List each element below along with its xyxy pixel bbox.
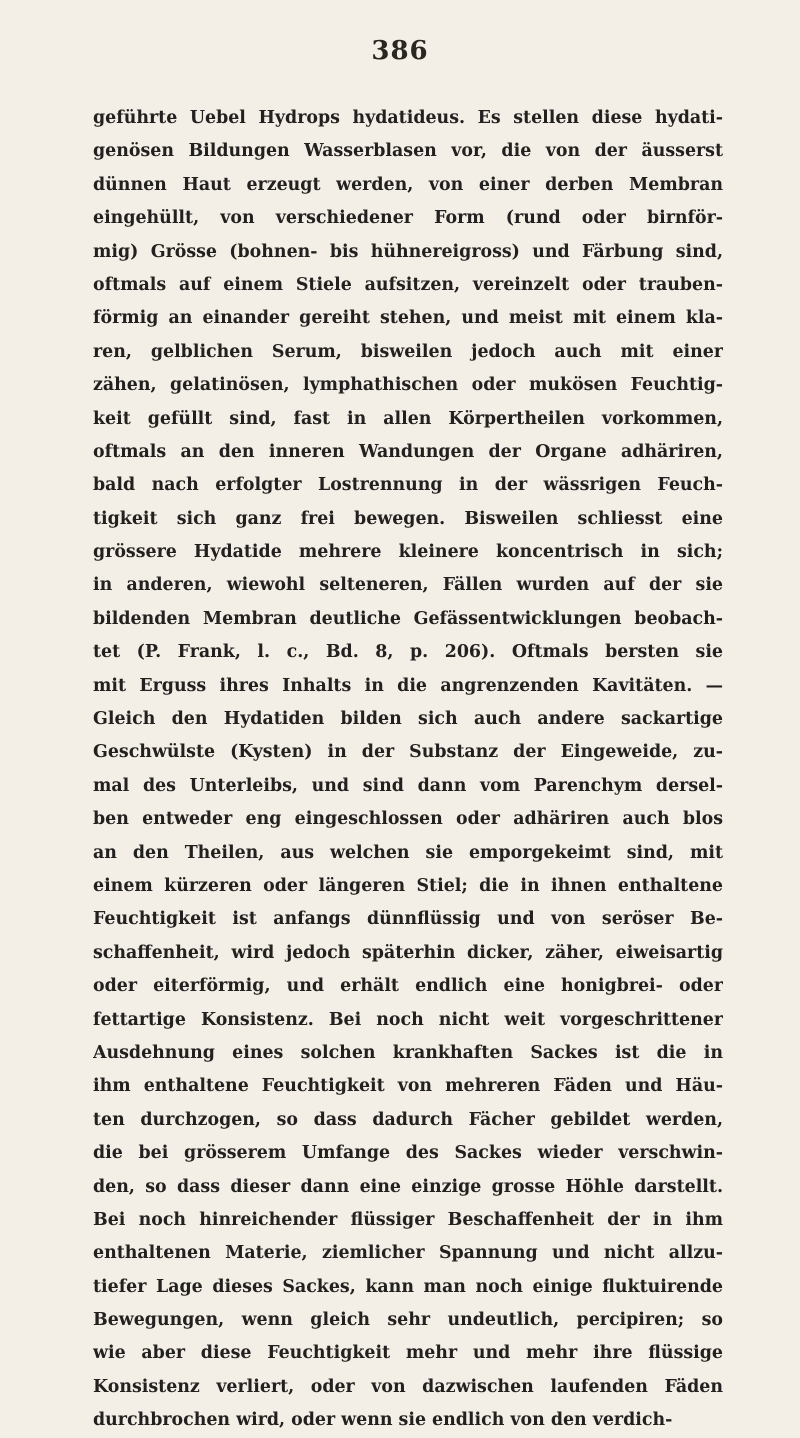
text-line: oftmals an den inneren Wandungen der Organe adhäriren, bbox=[93, 441, 723, 462]
text-line: in anderen, wiewohl selteneren, Fällen wurden auf der sie bbox=[93, 575, 723, 596]
text-line: Ausdehnung eines solchen krankhaften Sackes ist die in bbox=[93, 1042, 723, 1063]
text-line: Bewegungen, wenn gleich sehr undeutlich, percipiren; so bbox=[93, 1310, 723, 1331]
text-line: dünnen Haut erzeugt werden, von einer derben Membran bbox=[93, 174, 723, 195]
text-line: eingehüllt, von verschiedener Form (rund oder birnför- bbox=[93, 208, 723, 229]
text-line: zähen, gelatinösen, lymphathischen oder mukösen Feuchtig- bbox=[93, 375, 723, 396]
text-line: fettartige Konsistenz. Bei noch nicht weit vorgeschrittener bbox=[93, 1009, 723, 1030]
text-line: genösen Bildungen Wasserblasen vor, die von der äusserst bbox=[93, 141, 723, 162]
text-line: enthaltenen Materie, ziemlicher Spannung und nicht allzu- bbox=[93, 1243, 723, 1264]
text-line: schaffenheit, wird jedoch späterhin dicker, zäher, eiweisartig bbox=[93, 942, 723, 963]
text-line: an den Theilen, aus welchen sie emporgekeimt sind, mit bbox=[93, 842, 723, 863]
text-line: die bei grösserem Umfange des Sackes wieder verschwin- bbox=[93, 1143, 723, 1164]
page-number: 386 bbox=[371, 36, 429, 66]
text-line: keit gefüllt sind, fast in allen Körpertheilen vorkommen, bbox=[93, 408, 723, 429]
text-line: ben entweder eng eingeschlossen oder adhäriren auch blos bbox=[93, 809, 723, 830]
text-line: grössere Hydatide mehrere kleinere koncentrisch in sich; bbox=[93, 542, 723, 563]
text-line: Gleich den Hydatiden bilden sich auch andere sackartige bbox=[93, 709, 723, 730]
text-line: Bei noch hinreichender flüssiger Beschaffenheit der in ihm bbox=[93, 1209, 723, 1230]
text-line: förmig an einander gereiht stehen, und meist mit einem kla- bbox=[93, 308, 723, 329]
text-line: durchbrochen wird, oder wenn sie endlich von den verdich- bbox=[93, 1410, 673, 1431]
text-line: oftmals auf einem Stiele aufsitzen, vereinzelt oder trauben- bbox=[93, 274, 723, 295]
text-line: einem kürzeren oder längeren Stiel; die in ihnen enthaltene bbox=[93, 875, 723, 896]
text-line: oder eiterförmig, und erhält endlich eine honigbrei- oder bbox=[93, 976, 723, 997]
text-line: wie aber diese Feuchtigkeit mehr und mehr ihre flüssige bbox=[93, 1343, 723, 1364]
body-text bbox=[93, 102, 723, 1438]
text-line: ren, gelblichen Serum, bisweilen jedoch auch mit einer bbox=[93, 341, 723, 362]
text-line: bildenden Membran deutliche Gefässentwicklungen beobach- bbox=[93, 608, 723, 629]
text-line: tigkeit sich ganz frei bewegen. Bisweilen schliesst eine bbox=[93, 508, 723, 529]
text-line: geführte Uebel Hydrops hydatideus. Es stellen diese hydati- bbox=[93, 108, 723, 128]
text-line: Konsistenz verliert, oder von dazwischen laufenden Fäden bbox=[93, 1376, 723, 1397]
text-line: ten durchzogen, so dass dadurch Fächer gebildet werden, bbox=[93, 1109, 723, 1130]
text-line: Geschwülste (Kysten) in der Substanz der Eingeweide, zu- bbox=[93, 742, 723, 763]
text-line: bald nach erfolgter Lostrennung in der wässrigen Feuch- bbox=[93, 475, 723, 496]
text-line: ihm enthaltene Feuchtigkeit von mehreren Fäden und Häu- bbox=[93, 1076, 723, 1097]
text-line: mal des Unterleibs, und sind dann vom Parenchym dersel- bbox=[93, 775, 723, 796]
text-line: tiefer Lage dieses Sackes, kann man noch einige fluktuirende bbox=[93, 1276, 723, 1297]
text-line: mig) Grösse (bohnen- bis hühnereigross) und Färbung sind, bbox=[93, 241, 723, 262]
text-line: den, so dass dieser dann eine einzige grosse Höhle darstellt. bbox=[93, 1176, 723, 1197]
text-line: Feuchtigkeit ist anfangs dünnflüssig und von seröser Be- bbox=[93, 909, 723, 930]
text-line: tet (P. Frank, l. c., Bd. 8, p. 206). Oftmals bersten sie bbox=[93, 642, 723, 663]
text-line: mit Erguss ihres Inhalts in die angrenzenden Kavitäten. — bbox=[93, 675, 723, 696]
